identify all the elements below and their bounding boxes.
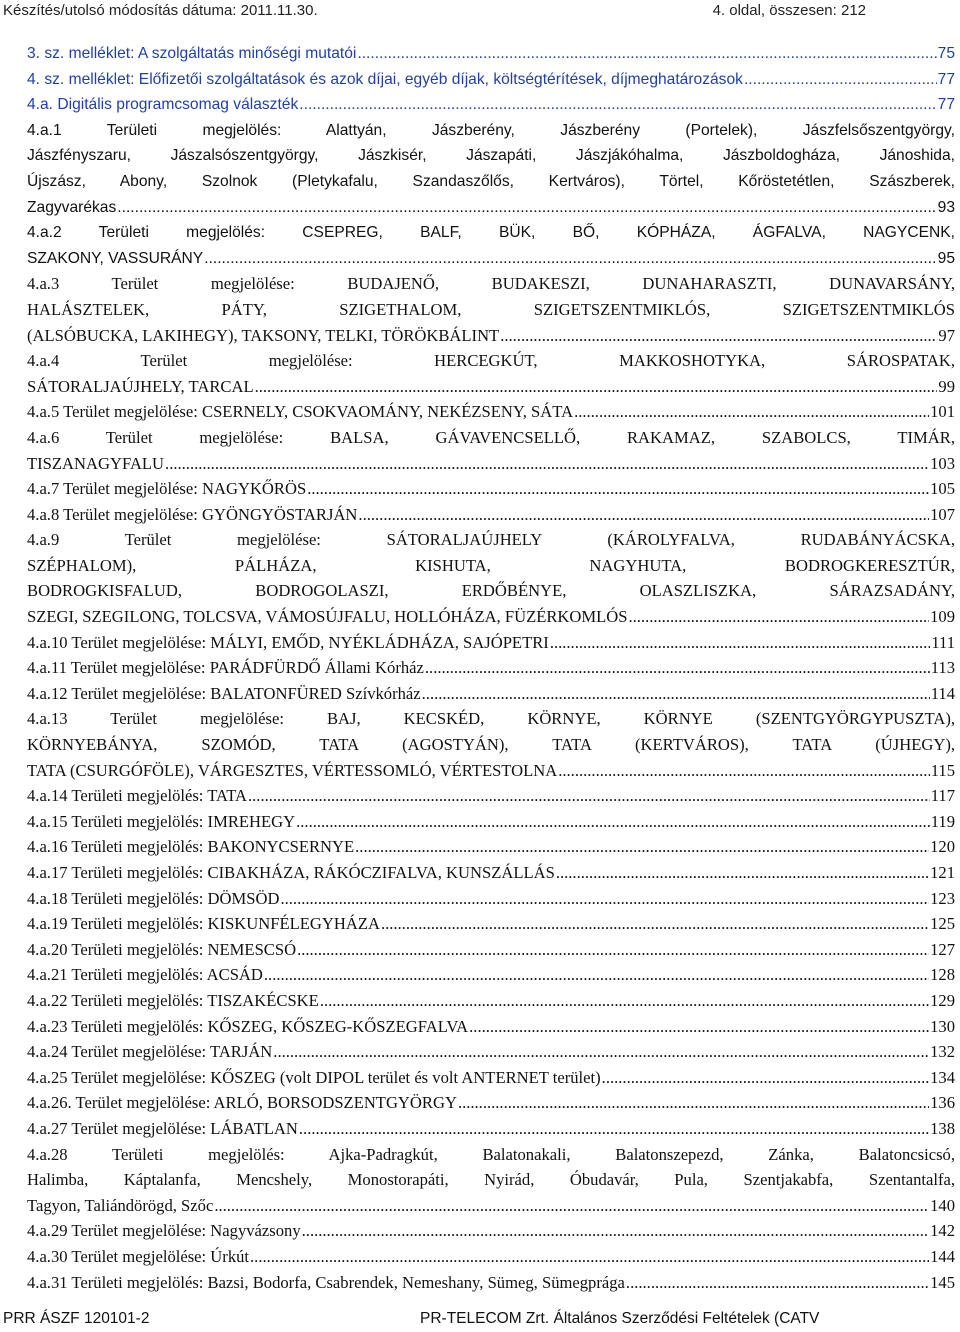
dot-leader [248,783,930,809]
toc-entry-title: 4.a.30 Terület megjelölése: Úrkút [27,1246,250,1266]
dot-leader [273,1039,929,1065]
toc-entry[interactable] [27,1142,955,1219]
toc-entry-title: 4.a.19 Területi megjelölés: KISKUNFÉLEGYHÁZA [27,914,380,934]
toc-entry-line: Újszász, Abony, Szolnok (Pletykafalu, Szandaszőlős, Kertváros), Törtel, Kőröstetétlen, Szászberek, [27,172,955,190]
dot-leader [550,630,931,656]
dot-leader [280,886,929,912]
toc-page-number: 142 [930,1221,955,1241]
toc-entry-title: 4.a.10 Terület megjelölése: MÁLYI, EMŐD, NYÉKLÁDHÁZA, SAJÓPETRI [27,632,549,652]
toc-page-number: 97 [938,325,955,345]
toc-page-number: 117 [930,786,955,806]
toc-entry-line: HALÁSZTELEK, PÁTY, SZIGETHALOM, SZIGETSZENTMIKLÓS, SZIGETSZENTMIKLÓS [27,299,955,319]
dot-leader [469,1014,929,1040]
dot-leader [425,655,930,681]
dot-leader [500,323,937,349]
toc-entry[interactable] [27,502,955,528]
toc-page-number: 119 [930,811,955,831]
toc-page-number: 136 [930,1093,955,1113]
toc-entry[interactable] [27,834,955,860]
toc-page-number: 113 [930,658,955,678]
toc-entry-line: 4.a.2 Területi megjelölés: CSEPREG, BALF, BÜK, BŐ, KÓPHÁZA, ÁGFALVA, NAGYCENK, [27,224,955,242]
dot-leader [204,246,936,272]
toc-page-number: 125 [930,914,955,934]
toc-entry-title: 4.a.17 Területi megjelölés: CIBAKHÁZA, RÁKÓCZIFALVA, KUNSZÁLLÁS [27,863,555,882]
toc-page-number: 101 [930,402,955,422]
dot-leader [558,758,929,784]
toc-page-number: 121 [930,863,955,882]
toc-entry-line: Jászfényszaru, Jászalsószentgyörgy, Jászkisér, Jászapáti, Jászjákóhalma, Jászboldogháza, Jánoshida, [27,147,955,165]
toc-entry[interactable] [27,809,955,835]
page-footer [0,1306,960,1332]
toc-entry-title: 4.a.8 Terület megjelölése: GYÖNGYÖSTARJÁN [27,504,358,524]
toc-page-number: 105 [930,479,955,499]
toc-entry-title: 4.a.16 Területi megjelölés: BAKONYCSERNYE [27,837,355,857]
toc-entry[interactable] [27,681,955,707]
toc-page-number: 107 [930,504,955,524]
toc-entry-title: 4.a.18 Területi megjelölés: DÖMSÖD [27,888,280,908]
toc-entry-title: 4.a.7 Terület megjelölése: NAGYKŐRÖS [27,479,307,499]
toc-entry[interactable] [27,706,955,783]
toc-entry-title: 4.a.31 Területi megjelölés: Bazsi, Bodorfa, Csabrendek, Nemeshany, Sümeg, Sümegprága [27,1272,625,1292]
dot-leader [296,809,930,835]
document-title: PR-TELECOM Zrt. Általános Szerződési Feltételek (CATV [420,1310,820,1327]
toc-entry-line: 4.a.9 Terület megjelölése: SÁTORALJAÚJHELY (KÁROLYFALVA, RUDABÁNYÁCSKA, [27,530,955,550]
toc-entry[interactable] [27,67,955,93]
dot-leader [602,1065,929,1091]
toc-entry-title: 4.a.24 Terület megjelölése: TARJÁN [27,1042,273,1062]
toc-entry-title: 4.a.20 Területi megjelölés: NEMESCSÓ [27,939,297,959]
toc-entry-title: 4.a.21 Területi megjelölés: ACSÁD [27,965,263,985]
toc-entry[interactable] [27,425,955,476]
toc-page-number: 140 [930,1195,955,1215]
toc-entry-title: 4.a.27 Terület megjelölése: LÁBATLAN [27,1118,298,1138]
toc-entry-title: 4.a.25 Terület megjelölése: KŐSZEG (volt DIPOL terület és volt ANTERNET terület) [27,1067,601,1087]
dot-leader [214,1193,929,1219]
modification-date: Készítés/utolsó módosítás dátuma: 2011.11.30. [3,2,318,19]
toc-entry[interactable] [27,860,955,886]
table-of-contents [27,41,955,1295]
toc-page-number: 138 [930,1118,955,1138]
dot-leader [299,92,936,118]
toc-entry-line: 4.a.3 Terület megjelölése: BUDAJENŐ, BUDAKESZI, DUNAHARASZTI, DUNAVARSÁNY, [27,274,955,294]
toc-entry[interactable] [27,655,955,681]
toc-entry-title: 4.a.14 Területi megjelölés: TATA [27,786,247,806]
dot-leader [381,911,929,937]
toc-page-number: 127 [930,939,955,959]
toc-entry-line: 4.a.6 Terület megjelölése: BALSA, GÁVAVENCSELLŐ, RAKAMAZ, SZABOLCS, TIMÁR, [27,427,955,447]
dot-leader [357,41,936,67]
toc-entry-line: 4.a.4 Terület megjelölése: HERCEGKÚT, MAKKOSHOTYKA, SÁROSPATAK, [27,351,955,371]
toc-entry[interactable] [27,937,955,963]
toc-entry[interactable] [27,1065,955,1091]
toc-entry[interactable] [27,118,955,220]
toc-page-number: 123 [930,888,955,908]
toc-entry[interactable] [27,527,955,629]
dot-leader [628,604,929,630]
toc-page-number: 99 [938,376,955,396]
toc-entry[interactable] [27,911,955,937]
toc-page-number: 115 [930,760,955,780]
toc-entry[interactable] [27,348,955,399]
dot-leader [320,988,929,1014]
toc-entry[interactable] [27,630,955,656]
toc-entry[interactable] [27,1116,955,1142]
toc-entry-title: (ALSÓBUCKA, LAKIHEGY), TAKSONY, TELKI, TÖRÖKBÁLINT [27,325,500,345]
dot-leader [458,1090,929,1116]
toc-entry-title: 4.a.22 Területi megjelölés: TISZAKÉCSKE [27,990,319,1010]
toc-entry-title: 4.a.11 Terület megjelölése: PARÁDFÜRDŐ Állami Kórház [27,658,424,678]
dot-leader [297,937,929,963]
dot-leader [255,374,938,400]
toc-entry-title: 4.a.26. Terület megjelölése: ARLÓ, BORSODSZENTGYÖRGY [27,1093,457,1113]
dot-leader [264,962,929,988]
dot-leader [422,681,930,707]
toc-entry[interactable] [27,220,955,271]
toc-entry-line: BODROGKISFALUD, BODROGOLASZI, ERDŐBÉNYE, OLASZLISZKA, SÁRAZSADÁNY, [27,581,955,601]
toc-entry[interactable] [27,886,955,912]
toc-entry-title: Zagyvarékas [27,198,117,216]
dot-leader [744,67,937,93]
toc-entry-line: 4.a.13 Terület megjelölése: BAJ, KECSKÉD, KÖRNYE, KÖRNYE (SZENTGYÖRGYPUSZTA), [27,709,955,729]
toc-page-number: 120 [930,837,955,857]
toc-entry[interactable] [27,476,955,502]
document-code: PRR ÁSZF 120101-2 [3,1310,150,1327]
toc-page-number: 77 [937,96,955,114]
toc-page-number: 109 [930,607,955,627]
toc-entry-title: 4.a.15 Területi megjelölés: IMREHEGY [27,811,296,831]
dot-leader [556,860,929,886]
page-counter: 4. oldal, összesen: 212 [712,2,866,19]
toc-page-number: 114 [930,683,955,703]
toc-entry[interactable] [27,1014,955,1040]
dot-leader [250,1244,929,1270]
toc-entry-line: SZÉPHALOM), PÁLHÁZA, KISHUTA, NAGYHUTA, BODROGKERESZTÚR, [27,555,955,575]
dot-leader [574,399,929,425]
toc-page-number: 75 [937,45,955,62]
toc-entry-line: 4.a.1 Területi megjelölés: Alattyán, Jászberény, Jászberény (Portelek), Jászfelsőszentgyörgy, [27,121,955,139]
toc-entry[interactable] [27,1270,955,1296]
toc-page-number: 134 [930,1067,955,1087]
toc-entry-title: SZAKONY, VASSURÁNY [27,249,204,267]
toc-entry-title: Tagyon, Taliándörögd, Szőc [27,1195,214,1215]
toc-page-number: 95 [937,249,955,267]
dot-leader [299,1116,929,1142]
toc-entry-title: TATA (CSURGÓFÖLE), VÁRGESZTES, VÉRTESSOMLÓ, VÉRTESTOLNA [27,760,558,780]
toc-entry[interactable] [27,962,955,988]
page-header [0,0,960,26]
dot-leader [117,195,936,221]
toc-entry-title: SZEGI, SZEGILONG, TOLCSVA, VÁMOSÚJFALU, HOLLÓHÁZA, FÜZÉRKOMLÓS [27,607,628,627]
toc-entry-title: 3. sz. melléklet: A szolgáltatás minőségi mutatói [27,45,357,62]
toc-page-number: 144 [930,1246,955,1266]
toc-entry[interactable] [27,1244,955,1270]
toc-page-number: 128 [930,965,955,985]
toc-entry[interactable] [27,1039,955,1065]
toc-entry[interactable] [27,271,955,348]
toc-entry-title: 4.a.29 Terület megjelölése: Nagyvázsony [27,1221,301,1241]
toc-entry-line: Halimba, Káptalanfa, Mencshely, Monostorapáti, Nyirád, Óbudavár, Pula, Szentjakabfa, Szentantalfa, [27,1170,955,1190]
dot-leader [307,476,929,502]
toc-entry-title: 4.a.23 Területi megjelölés: KŐSZEG, KŐSZEG-KŐSZEGFALVA [27,1016,469,1036]
toc-page-number: 129 [930,990,955,1010]
dot-leader [626,1270,929,1296]
toc-entry-title: SÁTORALJAÚJHELY, TARCAL [27,376,254,396]
toc-entry-title: 4. sz. melléklet: Előfizetői szolgáltatások és azok díjai, egyéb díjak, költségtérítések, díjmeghatározások [27,70,743,88]
toc-page-number: 145 [930,1272,955,1292]
toc-page-number: 93 [937,198,955,216]
toc-entry[interactable] [27,92,955,118]
toc-page-number: 77 [937,70,955,88]
toc-page-number: 130 [930,1016,955,1036]
toc-entry[interactable] [27,41,955,67]
toc-entry[interactable] [27,988,955,1014]
dot-leader [302,1218,929,1244]
dot-leader [355,834,929,860]
toc-entry-title: 4.a.12 Terület megjelölése: BALATONFÜRED Szívkórház [27,683,421,703]
toc-page-number: 111 [931,632,955,652]
toc-entry[interactable] [27,783,955,809]
toc-entry[interactable] [27,1090,955,1116]
dot-leader [358,502,929,528]
dot-leader [165,451,929,477]
toc-entry-line: KÖRNYEBÁNYA, SZOMÓD, TATA (AGOSTYÁN), TATA (KERTVÁROS), TATA (ÚJHEGY), [27,735,955,755]
toc-page-number: 103 [930,453,955,473]
toc-entry-title: 4.a. Digitális programcsomag választék [27,96,299,114]
toc-entry[interactable] [27,1218,955,1244]
toc-entry-title: TISZANAGYFALU [27,453,165,473]
toc-entry-title: 4.a.5 Terület megjelölése: CSERNELY, CSOKVAOMÁNY, NEKÉZSENY, SÁTA [27,402,574,422]
toc-page-number: 132 [930,1042,955,1062]
toc-entry-line: 4.a.28 Területi megjelölés: Ajka-Padragkút, Balatonakali, Balatonszepezd, Zánka, Balatoncsicsó, [27,1144,955,1164]
toc-entry[interactable] [27,399,955,425]
